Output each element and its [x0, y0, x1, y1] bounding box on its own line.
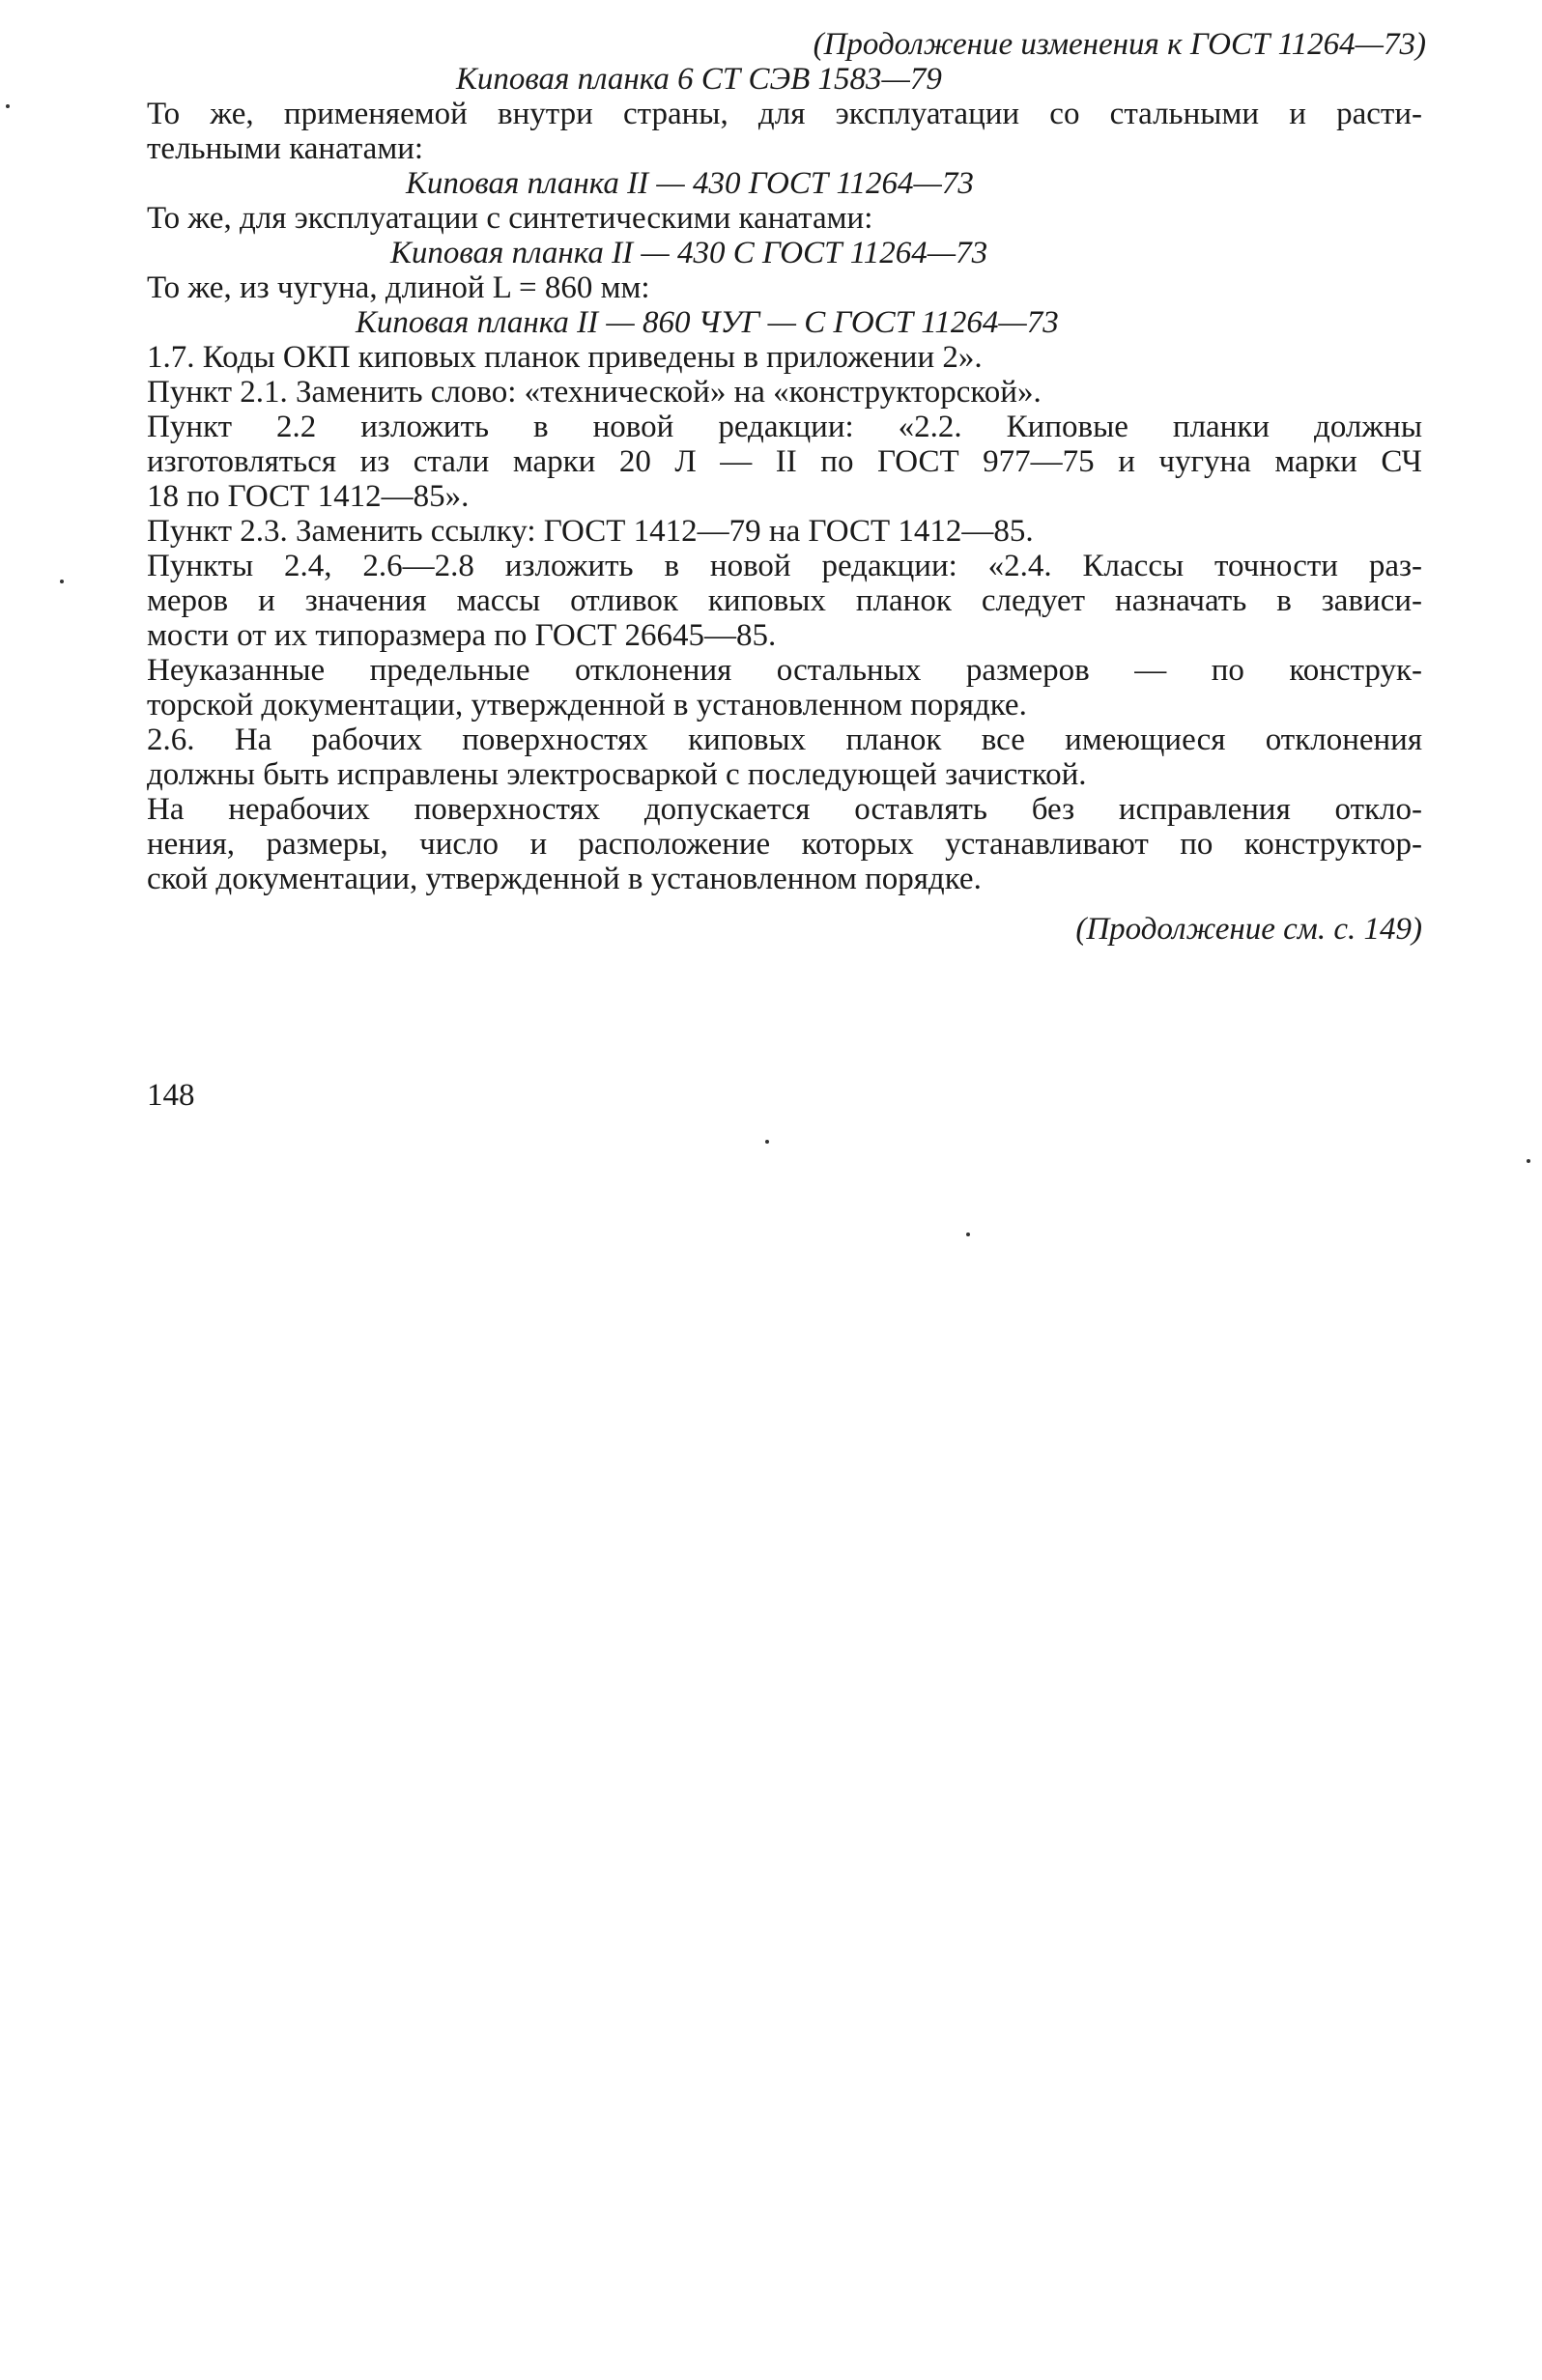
designation-line: Киповая планка 6 СТ СЭВ 1583—79: [456, 62, 942, 97]
document-page: [147, 27, 1426, 947]
scan-speck: [60, 580, 64, 583]
text-fragment: То же, применяемой внутри страны, для эксплуатации со стальными и расти-: [147, 97, 1422, 131]
text-fragment: Пункты 2.4, 2.6—2.8 изложить в новой редакции: «2.4. Классы точности раз-: [147, 549, 1422, 583]
paragraph-line: Пункт 2.3. Заменить ссылку: ГОСТ 1412—79 на ГОСТ 1412—85.: [147, 514, 1034, 549]
paragraph-line: [147, 410, 1422, 444]
text-fragment: Неуказанные предельные отклонения остальных размеров — по конструк-: [147, 653, 1422, 688]
text-fragment: нения, размеры, число и расположение которых устанавливают по конструктор-: [147, 827, 1422, 862]
designation-line: Киповая планка II — 430 С ГОСТ 11264—73: [390, 236, 988, 270]
paragraph-line: торской документации, утвержденной в установленном порядке.: [147, 688, 1027, 722]
paragraph-line: мости от их типоразмера по ГОСТ 26645—85.: [147, 618, 777, 653]
text-fragment: На нерабочих поверхностях допускается оставлять без исправления откло-: [147, 792, 1422, 827]
designation-line: Киповая планка II — 860 ЧУГ — С ГОСТ 11264—73: [356, 305, 1059, 340]
paragraph-line: [147, 827, 1422, 862]
paragraph-line: ской документации, утвержденной в установленном порядке.: [147, 862, 982, 896]
paragraph-line: 1.7. Коды ОКП киповых планок приведены в приложении 2».: [147, 340, 983, 375]
paragraph-line: [147, 583, 1422, 618]
footer-continuation: (Продолжение см. с. 149): [1075, 912, 1422, 947]
designation-line: Киповая планка II — 430 ГОСТ 11264—73: [406, 166, 974, 201]
scan-speck: [6, 104, 10, 108]
paragraph-line: То же, из чугуна, длиной L = 860 мм:: [147, 270, 650, 305]
paragraph-line: То же, для эксплуатации с синтетическими канатами:: [147, 201, 873, 236]
paragraph-line: [147, 444, 1422, 479]
page-number: 148: [147, 1078, 195, 1113]
paragraph-line: [147, 792, 1422, 827]
text-fragment: меров и значения массы отливок киповых планок следует назначать в зависи-: [147, 583, 1422, 618]
text-fragment: 2.6. На рабочих поверхностях киповых планок все имеющиеся отклонения: [147, 722, 1422, 757]
scan-speck: [765, 1140, 769, 1144]
paragraph-line: [147, 722, 1422, 757]
header-continuation: (Продолжение изменения к ГОСТ 11264—73): [813, 27, 1426, 62]
paragraph-line: [147, 549, 1422, 583]
paragraph-line: [147, 97, 1422, 131]
paragraph-line: Пункт 2.1. Заменить слово: «технической» на «конструкторской».: [147, 375, 1042, 410]
scan-speck: [966, 1232, 970, 1236]
text-fragment: изготовляться из стали марки 20 Л — II по ГОСТ 977—75 и чугуна марки СЧ: [147, 444, 1422, 479]
text-fragment: Пункт 2.2 изложить в новой редакции: «2.2. Киповые планки должны: [147, 410, 1422, 444]
paragraph-line: тельными канатами:: [147, 131, 424, 166]
paragraph-line: [147, 653, 1422, 688]
paragraph-line: должны быть исправлены электросваркой с последующей зачисткой.: [147, 757, 1087, 792]
scan-speck: [1527, 1159, 1530, 1163]
paragraph-line: 18 по ГОСТ 1412—85».: [147, 479, 470, 514]
